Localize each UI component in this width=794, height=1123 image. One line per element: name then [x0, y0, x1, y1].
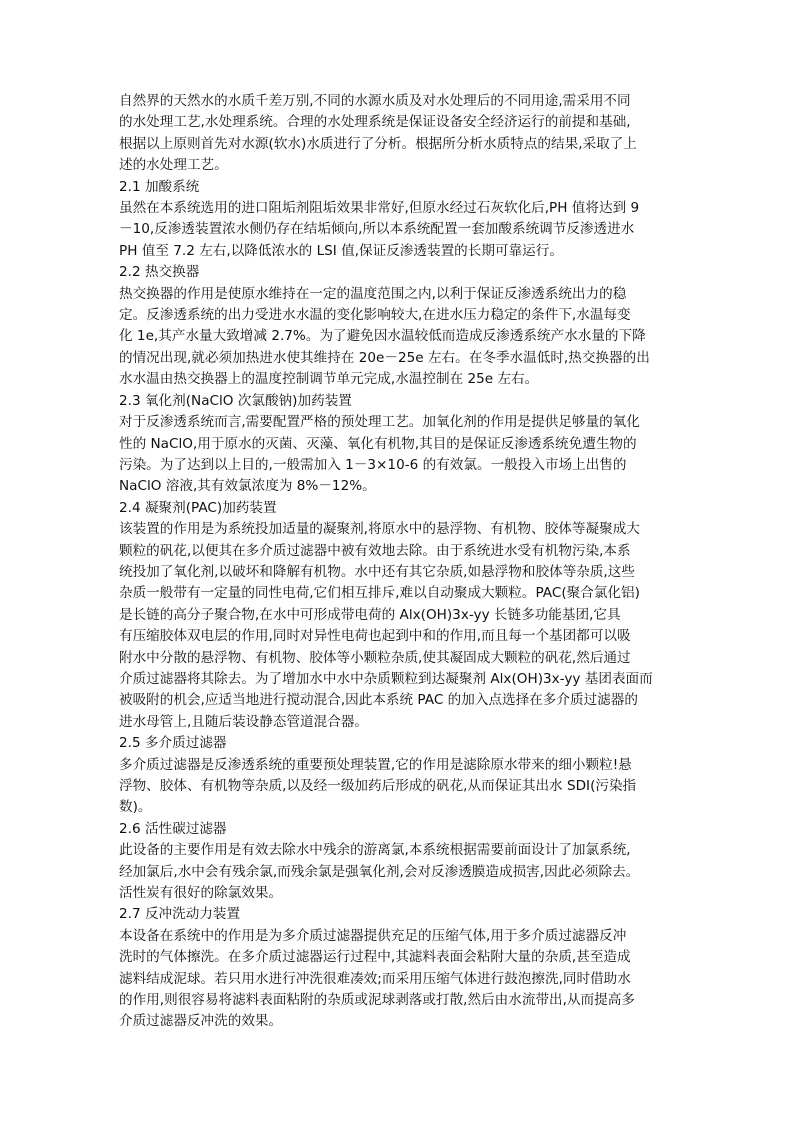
text-line: 对于反渗透系统而言,需要配置严格的预处理工艺。加氧化剂的作用是提供足够量的氧化	[119, 414, 640, 431]
text-line: 颗粒的矾花,以便其在多介质过滤器中被有效地去除。由于系统进水受有机物污染,本系	[119, 542, 631, 559]
text-line: 多介质过滤器是反渗透系统的重要预处理装置,它的作用是滤除原水带来的细小颗粒!悬	[119, 756, 632, 773]
intro-paragraph	[119, 91, 681, 177]
text-line: 的作用,则很容易将滤料表面粘附的杂质或泥球剥落或打散,然后由水流带出,从而提高多	[119, 992, 635, 1009]
text-line: 附水中分散的悬浮物、有机物、胶体等小颗粒杂质,使其凝固成大颗粒的矾花,然后通过	[119, 649, 631, 666]
text-line: 统投加了氧化剂,以破坏和降解有机物。水中还有其它杂质,如悬浮物和胶体等杂质,这些	[119, 563, 635, 580]
text-line: 性的 NaClO,用于原水的灭菌、灭藻、氧化有机物,其目的是保证反渗透系统免遭生物的	[119, 435, 637, 452]
text-line: 污染。为了达到以上目的,一般需加入 1－3×10-6 的有效氯。一般投入市场上出售的	[119, 456, 627, 473]
text-line: PH 值至 7.2 左右,以降低浓水的 LSI 值,保证反渗透装置的长期可靠运行。	[119, 242, 563, 259]
text-line: 经加氯后,水中会有残余氯,而残余氯是强氧化剂,会对反渗透膜造成损害,因此必须除去。	[119, 863, 640, 880]
text-line: 数)。	[119, 799, 152, 816]
text-line: 有压缩胶体双电层的作用,同时对异性电荷也起到中和的作用,而且每一个基团都可以吸	[119, 628, 631, 645]
text-line: 定。反渗透系统的出力受进水水温的变化影响较大,在进水压力稳定的条件下,水温每变	[119, 307, 631, 324]
text-line: 滤料结成泥球。若只用水进行冲洗很难凑效;而采用压缩气体进行鼓泡擦洗,同时借助水	[119, 970, 631, 987]
section-2-4	[119, 498, 681, 733]
text-line: 活性炭有很好的除氯效果。	[119, 885, 283, 902]
text-line: 洗时的气体擦洗。在多介质过滤器运行过程中,其滤料表面会粘附大量的杂质,甚至造成	[119, 949, 631, 966]
text-line: 的情况出现,就必须加热进水使其维持在 20e－25e 左右。在冬季水温低时,热交换器的出	[119, 349, 650, 366]
text-line: 水水温由热交换器上的温度控制调节单元完成,水温控制在 25e 左右。	[119, 371, 539, 388]
text-line: 被吸附的机会,应适当地进行搅动混合,因此本系统 PAC 的加入点选择在多介质过滤器的	[119, 692, 638, 709]
text-line: 根据以上原则首先对水源(软水)水质进行了分析。根据所分析水质特点的结果,采取了上	[119, 135, 637, 152]
text-line: 本设备在系统中的作用是为多介质过滤器提供充足的压缩气体,用于多介质过滤器反冲	[119, 927, 627, 944]
document-body	[119, 91, 681, 1033]
section-heading: 2.4 凝聚剂(PAC)加药装置	[119, 499, 277, 516]
section-2-3	[119, 391, 681, 498]
text-line: 的水处理工艺,水处理系统。合理的水处理系统是保证设备安全经济运行的前提和基础,	[119, 114, 631, 131]
text-line: 进水母管上,且随后装设静态管道混合器。	[119, 713, 369, 730]
section-2-5	[119, 733, 681, 819]
text-line: 浮物、胶体、有机物等杂质,以及经一级加药后形成的矾花,从而保证其出水 SDI(污染指	[119, 778, 637, 794]
text-line: 介质过滤器将其除去。为了增加水中水中杂质颗粒到达凝聚剂 Alx(OH)3x-yy 基团表面而	[119, 670, 653, 687]
text-line: 介质过滤器反冲洗的效果。	[119, 1013, 283, 1030]
section-2-2	[119, 262, 681, 390]
section-heading: 2.2 热交换器	[119, 264, 200, 281]
text-line: NaClO 溶液,其有效氯浓度为 8%－12%。	[119, 478, 376, 495]
text-line: －10,反渗透装置浓水侧仍存在结垢倾向,所以本系统配置一套加酸系统调节反渗透进水	[119, 221, 635, 238]
section-heading: 2.5 多介质过滤器	[119, 735, 227, 752]
text-line: 该装置的作用是为系统投加适量的凝聚剂,将原水中的悬浮物、有机物、胶体等凝聚成大	[119, 521, 640, 538]
text-line: 杂质一般带有一定量的同性电荷,它们相互排斥,难以自动聚成大颗粒。PAC(聚合氯化铝)	[119, 585, 640, 602]
text-line: 是长链的高分子聚合物,在水中可形成带电荷的 Alx(OH)3x-yy 长链多功能基团,它具	[119, 606, 621, 623]
section-heading: 2.7 反冲洗动力装置	[119, 906, 241, 923]
section-heading: 2.1 加酸系统	[119, 178, 200, 195]
text-line: 此设备的主要作用是有效去除水中残余的游离氯,本系统根据需要前面设计了加氯系统,	[119, 842, 631, 859]
text-line: 化 1e,其产水量大致增减 2.7%。为了避免因水温较低而造成反渗透系统产水水量的下降	[119, 328, 646, 345]
section-heading: 2.6 活性碳过滤器	[119, 820, 227, 837]
section-2-1	[119, 177, 681, 263]
text-line: 虽然在本系统选用的进口阻垢剂阻垢效果非常好,但原水经过石灰软化后,PH 值将达到 9	[119, 200, 640, 217]
section-heading: 2.3 氧化剂(NaClO 次氯酸钠)加药装置	[119, 392, 352, 409]
section-2-6	[119, 819, 681, 905]
text-line: 述的水处理工艺。	[119, 157, 228, 174]
text-line: 自然界的天然水的水质千差万别,不同的水源水质及对水处理后的不同用途,需采用不同	[119, 93, 631, 109]
text-line: 热交换器的作用是使原水维持在一定的温度范围之内,以利于保证反渗透系统出力的稳	[119, 285, 627, 302]
section-2-7	[119, 904, 681, 1032]
